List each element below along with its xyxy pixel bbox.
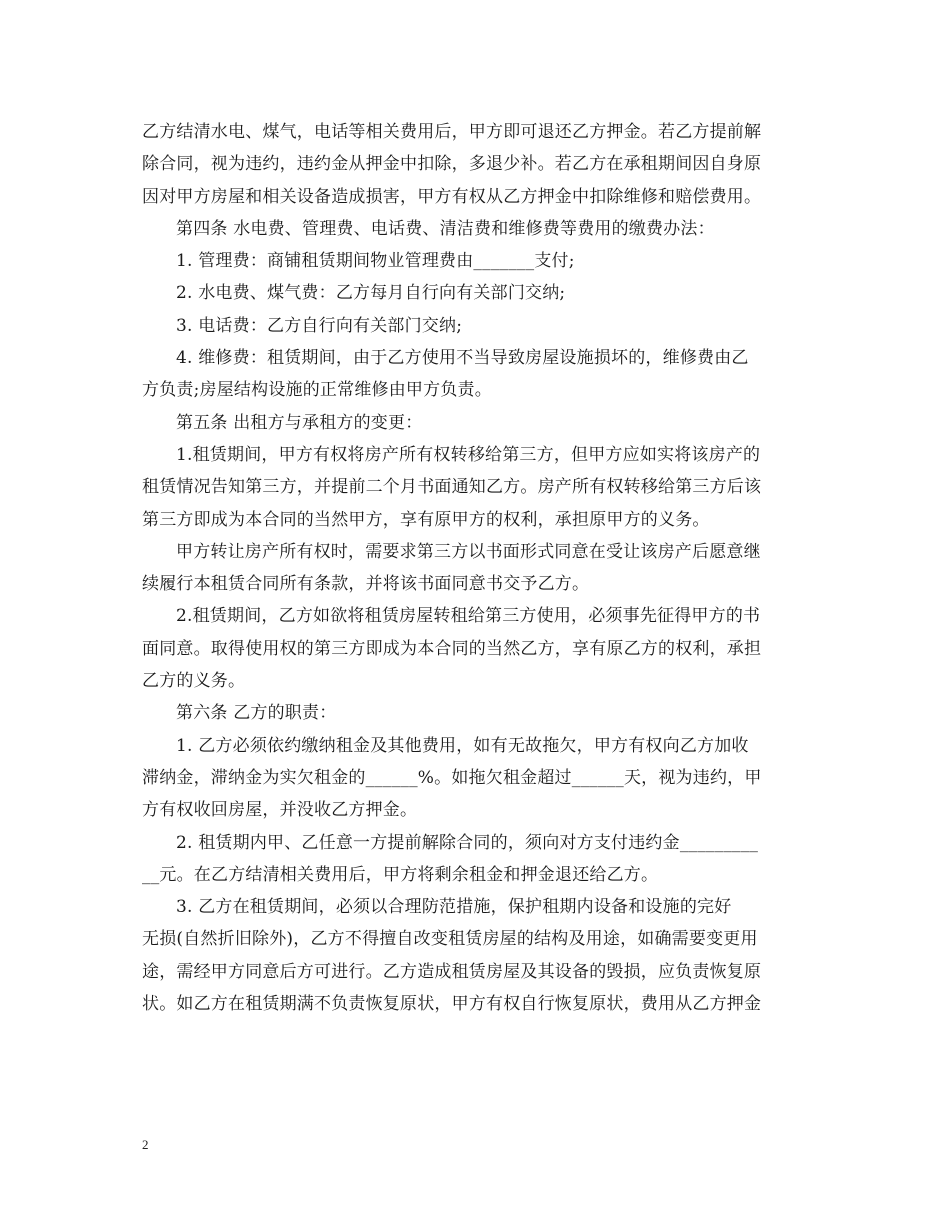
text-line-22: 方有权收回房屋，并没收乙方押金。 bbox=[142, 800, 418, 821]
article-four-heading: 第四条 水电费、管理费、电话费、清洁费和维修费等费用的缴费办法： bbox=[176, 218, 715, 239]
document-body bbox=[142, 116, 812, 1020]
text-line-20: 1. 乙方必须依约缴纳租金及其他费用，如有无故拖欠，甲方有权向乙方加收 bbox=[176, 735, 749, 756]
text-line-9: 方负责;房屋结构设施的正常维修由甲方负责。 bbox=[142, 380, 492, 401]
text-line-21: 滞纳金，滞纳金为实欠租金的______%。如拖欠租金超过______天，视为违约，甲 bbox=[142, 767, 762, 788]
text-line-28: 状。如乙方在租赁期满不负责恢复原状，甲方有权自行恢复原状，费用从乙方押金 bbox=[142, 994, 762, 1015]
text-line-27: 途，需经甲方同意后方可进行。乙方造成租赁房屋及其设备的毁损，应负责恢复原 bbox=[142, 961, 762, 982]
text-line-12: 租赁情况告知第三方，并提前二个月书面通知乙方。房产所有权转移给第三方后该 bbox=[142, 477, 762, 498]
article-six-heading: 第六条 乙方的职责： bbox=[176, 703, 337, 724]
text-line-18: 乙方的义务。 bbox=[142, 671, 246, 692]
text-line-8: 4. 维修费：租赁期间，由于乙方使用不当导致房屋设施损坏的，维修费由乙 bbox=[176, 348, 749, 369]
text-line-1: 乙方结清水电、煤气，电话等相关费用后，甲方即可退还乙方押金。若乙方提前解 bbox=[142, 122, 762, 142]
text-line-26: 无损(自然折旧除外)，乙方不得擅自改变租赁房屋的结构及用途，如确需要变更用 bbox=[142, 929, 758, 950]
text-line-7: 3. 电话费：乙方自行向有关部门交纳; bbox=[176, 315, 463, 336]
text-line-16: 2.租赁期间，乙方如欲将租赁房屋转租给第三方使用，必须事先征得甲方的书 bbox=[176, 606, 761, 627]
text-line-24: __元。在乙方结清相关费用后，甲方将剩余租金和押金退还给乙方。 bbox=[142, 864, 659, 885]
page-number: 2 bbox=[142, 1137, 149, 1152]
text-line-5: 1. 管理费：商铺租赁期间物业管理费由_______支付; bbox=[176, 251, 575, 272]
text-line-15: 续履行本租赁合同所有条款，并将该书面同意书交予乙方。 bbox=[142, 574, 590, 595]
text-line-11: 1.租赁期间，甲方有权将房产所有权转移给第三方，但甲方应如实将该房产的 bbox=[176, 444, 761, 465]
article-five-heading: 第五条 出租方与承租方的变更： bbox=[176, 412, 423, 433]
text-line-23: 2. 租赁期内甲、乙任意一方提前解除合同的，须向对方支付违约金_________ bbox=[176, 832, 759, 853]
text-line-6: 2. 水电费、煤气费：乙方每月自行向有关部门交纳; bbox=[176, 283, 566, 304]
text-line-17: 面同意。取得使用权的第三方即成为本合同的当然乙方，享有原乙方的权利，承担 bbox=[142, 638, 762, 659]
text-line-14: 甲方转让房产所有权时，需要求第三方以书面形式同意在受让该房产后愿意继 bbox=[176, 541, 761, 562]
text-line-3: 因对甲方房屋和相关设备造成损害，甲方有权从乙方押金中扣除维修和赔偿费用。 bbox=[142, 186, 762, 207]
text-line-2: 除合同，视为违约，违约金从押金中扣除，多退少补。若乙方在承租期间因自身原 bbox=[142, 154, 762, 175]
text-line-25: 3. 乙方在租赁期间，必须以合理防范措施，保护租期内设备和设施的完好 bbox=[176, 897, 732, 918]
text-line-13: 第三方即成为本合同的当然甲方，享有原甲方的权利，承担原甲方的义务。 bbox=[142, 509, 710, 530]
